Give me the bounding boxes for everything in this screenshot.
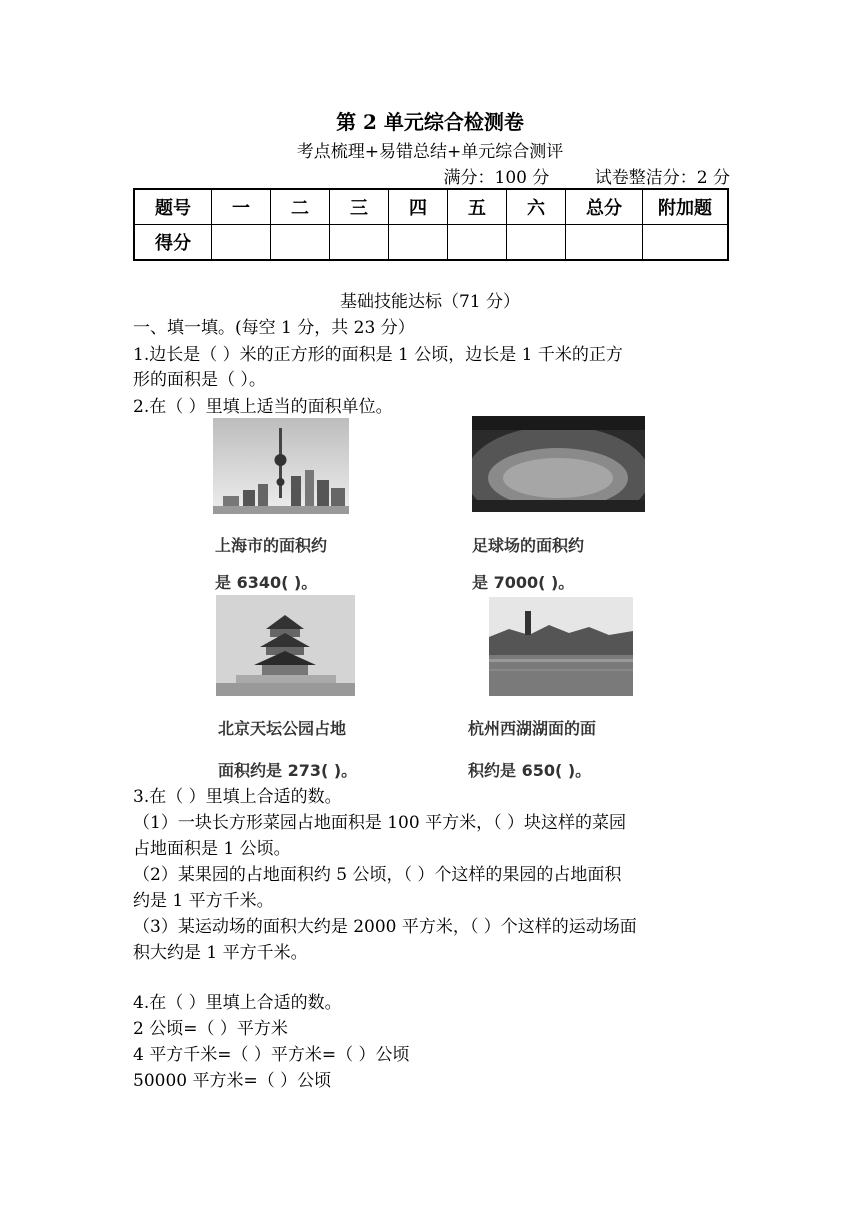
shanghai-skyline-image bbox=[213, 418, 349, 514]
caption-stadium-line1: 足球场的面积约 bbox=[472, 536, 585, 555]
q1-line1: 1.边长是（ ）米的正方形的面积是 1 公顷，边长是 1 千米的正方 bbox=[133, 345, 623, 365]
score-header-cell: 五 bbox=[448, 189, 507, 225]
q3-3-line1: （3）某运动场的面积大约是 2000 平方米，（ ）个这样的运动场面 bbox=[133, 917, 637, 937]
q4-intro: 4.在（ ）里填上合适的数。 bbox=[133, 993, 342, 1013]
part-one-heading: 一、填一填。(每空 1 分，共 23 分） bbox=[133, 318, 415, 338]
west-lake-image bbox=[489, 597, 633, 696]
caption-westlake-line1: 杭州西湖湖面的面 bbox=[468, 719, 597, 738]
score-header-cell: 三 bbox=[330, 189, 389, 225]
score-label-cell: 得分 bbox=[134, 225, 212, 261]
score-header-cell: 二 bbox=[271, 189, 330, 225]
score-input-cell[interactable] bbox=[212, 225, 271, 261]
caption-temple-line1: 北京天坛公园占地 bbox=[218, 719, 347, 738]
score-header-cell: 题号 bbox=[134, 189, 212, 225]
score-header-cell: 总分 bbox=[566, 189, 643, 225]
score-input-cell[interactable] bbox=[507, 225, 566, 261]
football-stadium-image bbox=[472, 416, 645, 512]
caption-shanghai-line2: 是 6340( )。 bbox=[215, 573, 318, 592]
full-score: 满分：100 分 bbox=[443, 168, 550, 188]
caption-stadium-line2: 是 7000( )。 bbox=[472, 573, 575, 592]
q4-line1: 2 公顷=（ ）平方米 bbox=[133, 1019, 288, 1039]
section-title: 基础技能达标（71 分） bbox=[339, 292, 521, 312]
score-table-score-row bbox=[134, 225, 728, 261]
score-input-cell[interactable] bbox=[566, 225, 643, 261]
score-input-cell[interactable] bbox=[448, 225, 507, 261]
q3-2-line1: （2）某果园的占地面积约 5 公顷，（ ）个这样的果园的占地面积 bbox=[133, 865, 622, 885]
q3-2-line2: 约是 1 平方千米。 bbox=[133, 891, 274, 911]
q3-3-line2: 积大约是 1 平方千米。 bbox=[133, 943, 308, 963]
caption-temple-line2: 面积约是 273( )。 bbox=[218, 761, 358, 780]
score-input-cell[interactable] bbox=[330, 225, 389, 261]
q3-intro: 3.在（ ）里填上合适的数。 bbox=[133, 787, 342, 807]
score-info bbox=[444, 163, 731, 188]
score-header-cell: 附加题 bbox=[643, 189, 729, 225]
score-table-header-row bbox=[134, 189, 728, 225]
score-header-cell: 四 bbox=[389, 189, 448, 225]
q4-line2: 4 平方千米=（ ）平方米=（ ）公顷 bbox=[133, 1045, 410, 1065]
score-input-cell[interactable] bbox=[643, 225, 729, 261]
temple-of-heaven-image bbox=[216, 595, 355, 696]
q3-1-line1: （1）一块长方形菜园占地面积是 100 平方米，（ ）块这样的菜园 bbox=[133, 813, 626, 833]
score-input-cell[interactable] bbox=[271, 225, 330, 261]
score-header-cell: 一 bbox=[212, 189, 271, 225]
q2-intro: 2.在（ ）里填上适当的面积单位。 bbox=[133, 397, 393, 417]
caption-shanghai-line1: 上海市的面积约 bbox=[215, 536, 328, 555]
caption-westlake-line2: 积约是 650( )。 bbox=[468, 761, 592, 780]
q1-line2: 形的面积是（ ）。 bbox=[133, 370, 266, 390]
exam-title: 第 2 单元综合检测卷 bbox=[336, 110, 524, 134]
exam-subtitle: 考点梳理+易错总结+单元综合测评 bbox=[296, 142, 564, 162]
score-header-cell: 六 bbox=[507, 189, 566, 225]
score-table bbox=[133, 188, 729, 261]
score-input-cell[interactable] bbox=[389, 225, 448, 261]
q4-line3: 50000 平方米=（ ）公顷 bbox=[133, 1071, 332, 1091]
q3-1-line2: 占地面积是 1 公顷。 bbox=[133, 839, 291, 859]
neat-score: 试卷整洁分：2 分 bbox=[594, 168, 730, 188]
